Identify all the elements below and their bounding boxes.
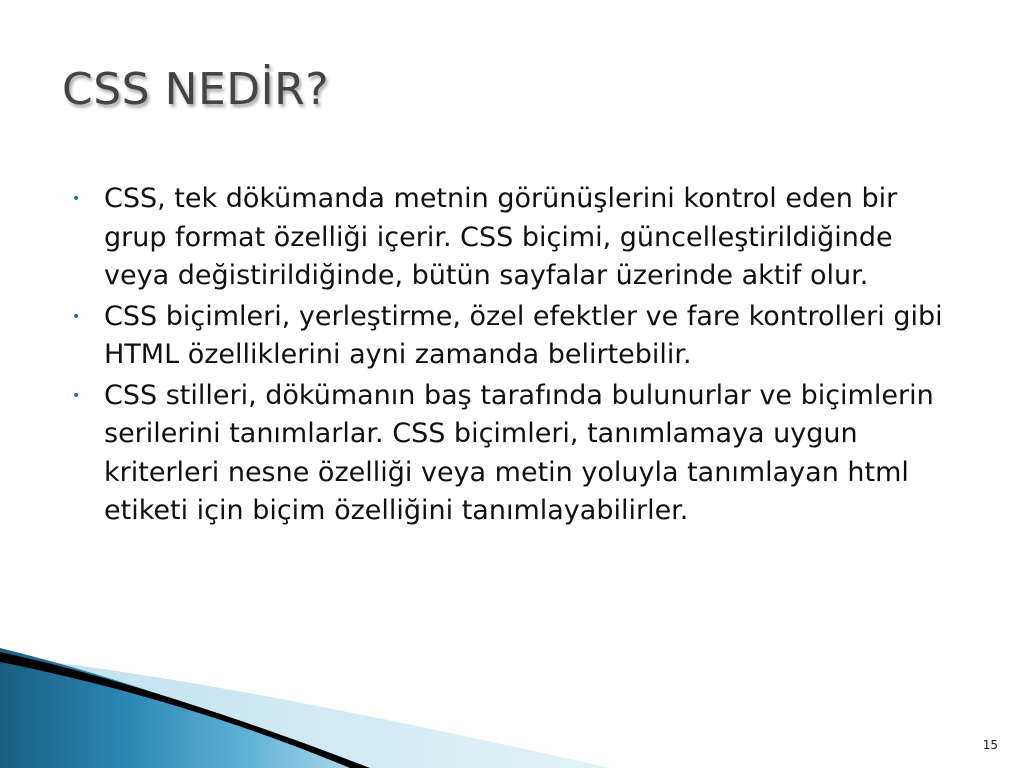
slide-title: CSS NEDİR? [62,64,330,115]
bullet-item [72,298,962,375]
bullet-icon: • [72,387,81,404]
bullet-item [72,180,962,296]
bullet-list [72,180,962,533]
bullet-text: CSS biçimleri, yerleştirme, özel efektler ve fare kontrolleri gibi HTML özelliklerini ayni zamanda belirtebilir. [104,300,943,370]
bullet-text: CSS, tek dökümanda metnin görünüşlerini kontrol eden bir grup format özelliği içerir. CSS biçimi, güncelleştirildiğinde veya değistirildiğinde, bütün sayfalar üzerinde aktif olur. [104,183,898,291]
bullet-text: CSS stilleri, dökümanın baş tarafında bulunurlar ve biçimlerin serilerini tanımlarlar. CSS biçimleri, tanımlamaya uygun kriterleri nesne özelliği veya metin yoluyla tanımlayan html etiketi için biçim özelliğini tanımlayabilirler. [104,379,934,526]
page-number: 15 [982,738,998,752]
bullet-icon: • [72,191,81,207]
bullet-icon: • [72,308,81,325]
bullet-item [72,377,962,531]
